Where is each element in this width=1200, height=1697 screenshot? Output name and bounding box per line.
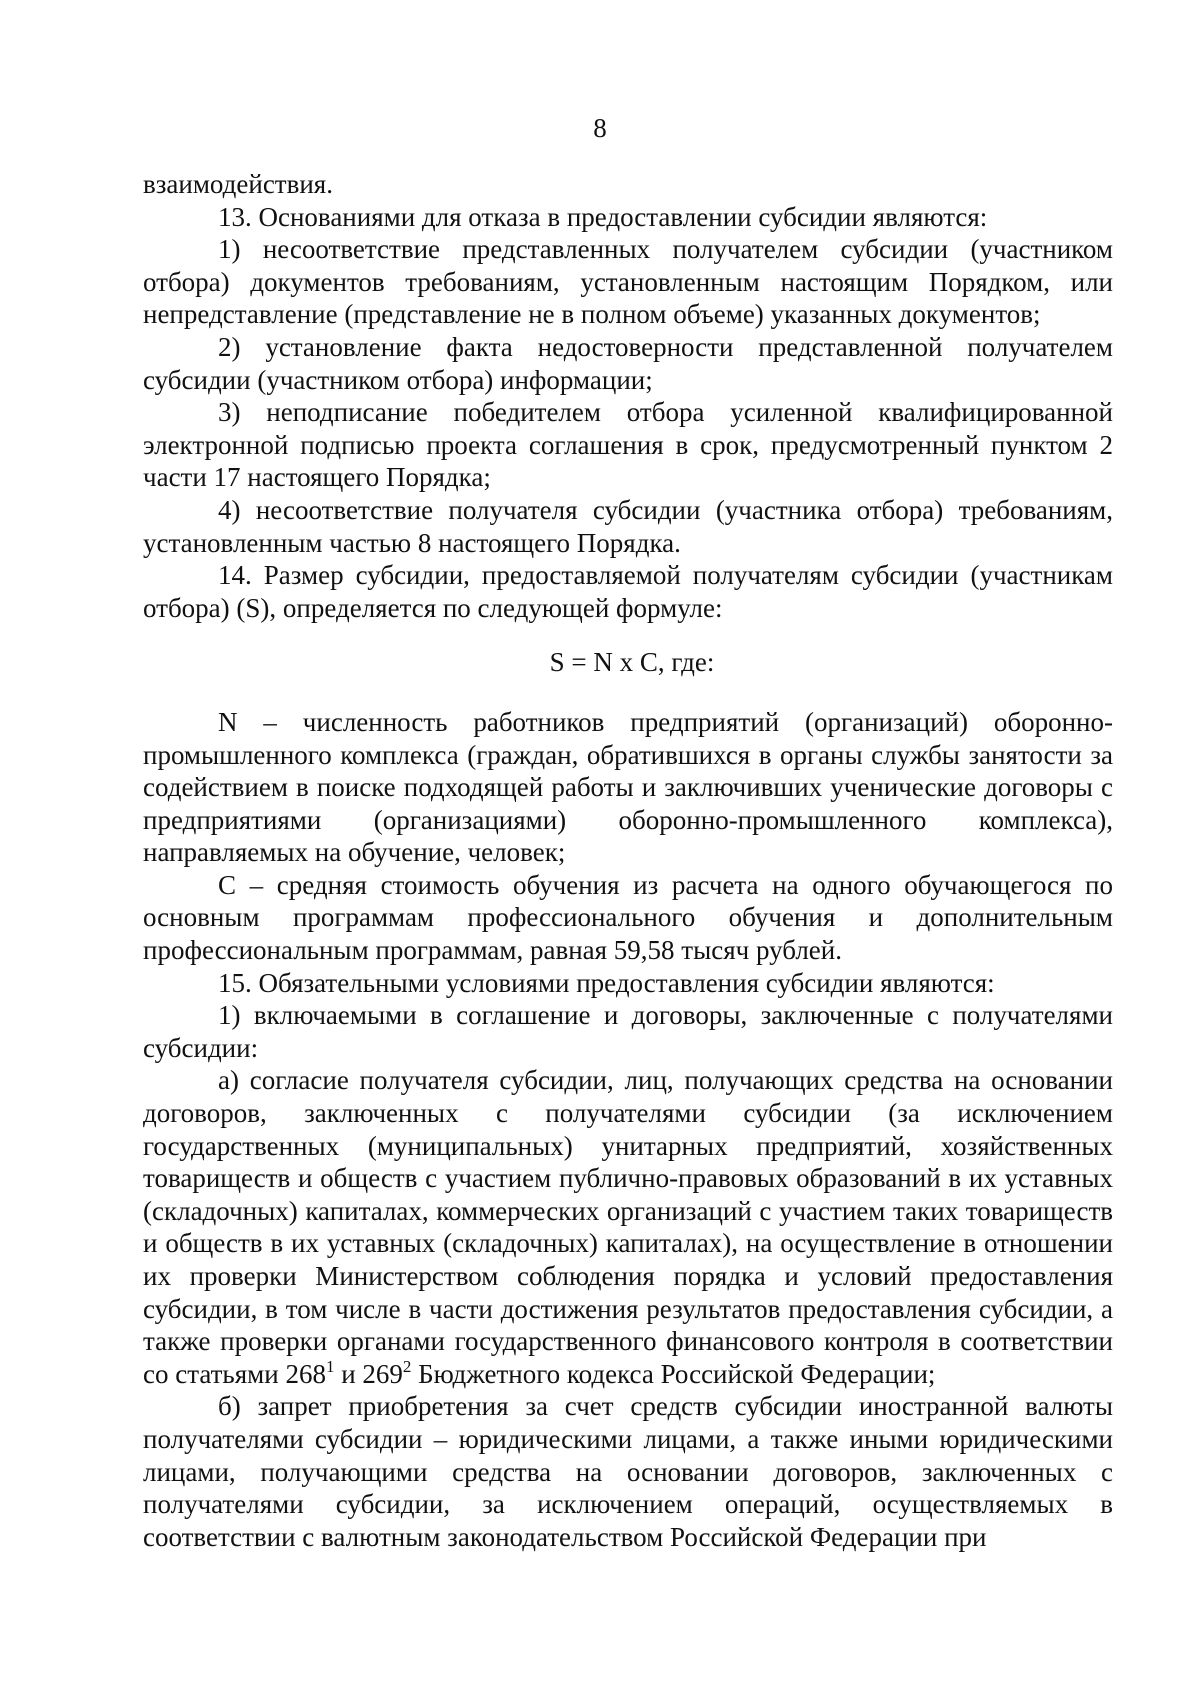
paragraph: 14. Размер субсидии, предоставляемой получателям субсидии (участникам отбора) (S), определяется по следующей формуле: xyxy=(143,560,1113,623)
superscript: 1 xyxy=(325,1356,335,1376)
paragraph: 4) несоответствие получателя субсидии (участника отбора) требованиям, установленным частью 8 настоящего Порядка. xyxy=(143,494,1113,558)
page-number: 8 xyxy=(593,113,607,143)
paragraph: C – средняя стоимость обучения из расчета на одного обучающегося по основным программам профессионального обучения и дополнительным профессиональным программам, равная 59,58 тысяч рублей. xyxy=(143,869,1113,966)
paragraph: 2) установление факта недостоверности представленной получателем субсидии (участником отбора) информации; xyxy=(143,331,1113,395)
paragraph-text: Бюджетного кодекса Российской Федерации; xyxy=(411,1358,936,1389)
paragraph: 15. Обязательными условиями предоставления субсидии являются: xyxy=(218,967,995,998)
paragraph xyxy=(143,1064,1113,1390)
paragraph: б) запрет приобретения за счет средств субсидии иностранной валюты получателями субсидии – юридическими лицами, а также иными юридическими лицами, получающими средства на основании договоров, заключенных с получателями субсидии, за исключением операций, осуществляемых в соответствии с валютным законодательством Российской Федерации при xyxy=(143,1391,1113,1552)
superscript: 2 xyxy=(402,1356,412,1376)
paragraph: N – численность работников предприятий (организаций) оборонно-промышленного комплекса (граждан, обратившихся в органы службы занятости за содействием в поиске подходящей работы и заключивших ученические договоры с предприятиями (организациями) оборонно-промышленного комплекса), направляемых на обучение, человек; xyxy=(143,706,1113,868)
paragraph: 1) несоответствие представленных получателем субсидии (участником отбора) документов требованиям, установленным настоящим Порядком, или непредставление (представление не в полном объеме) указанных документов; xyxy=(143,234,1113,330)
paragraph: 13. Основаниями для отказа в предоставлении субсидии являются: xyxy=(218,201,988,232)
document-body xyxy=(143,168,1113,1553)
paragraph: взаимодействия. xyxy=(143,169,333,199)
paragraph: 1) включаемыми в соглашение и договоры, заключенные с получателями субсидии: xyxy=(143,1000,1113,1063)
formula: S = N x C, где: xyxy=(549,647,715,678)
paragraph-text: а) согласие получателя субсидии, лиц, получающих средства на основании договоров, заключенных с получателями субсидии (за исключением государственных (муниципальных) унитарных предприятий, хозяйственных товариществ и обществ с участием публично-правовых образований в их уставных (складочных) капиталах, коммерческих организаций с участием таких товариществ и обществ в их уставных (складочных) капиталах), на осуществление в отношении их проверки Министерством соблюдения порядка и условий предоставления субсидии, в том числе в части достижения результатов предоставления субсидии, а также проверки органами государственного финансового контроля в соответствии со статьями 268 xyxy=(143,1065,1113,1389)
paragraph-text: и 269 xyxy=(334,1358,403,1389)
paragraph: 3) неподписание победителем отбора усиленной квалифицированной электронной подписью проекта соглашения в срок, предусмотренный пунктом 2 части 17 настоящего Порядка; xyxy=(143,397,1113,493)
